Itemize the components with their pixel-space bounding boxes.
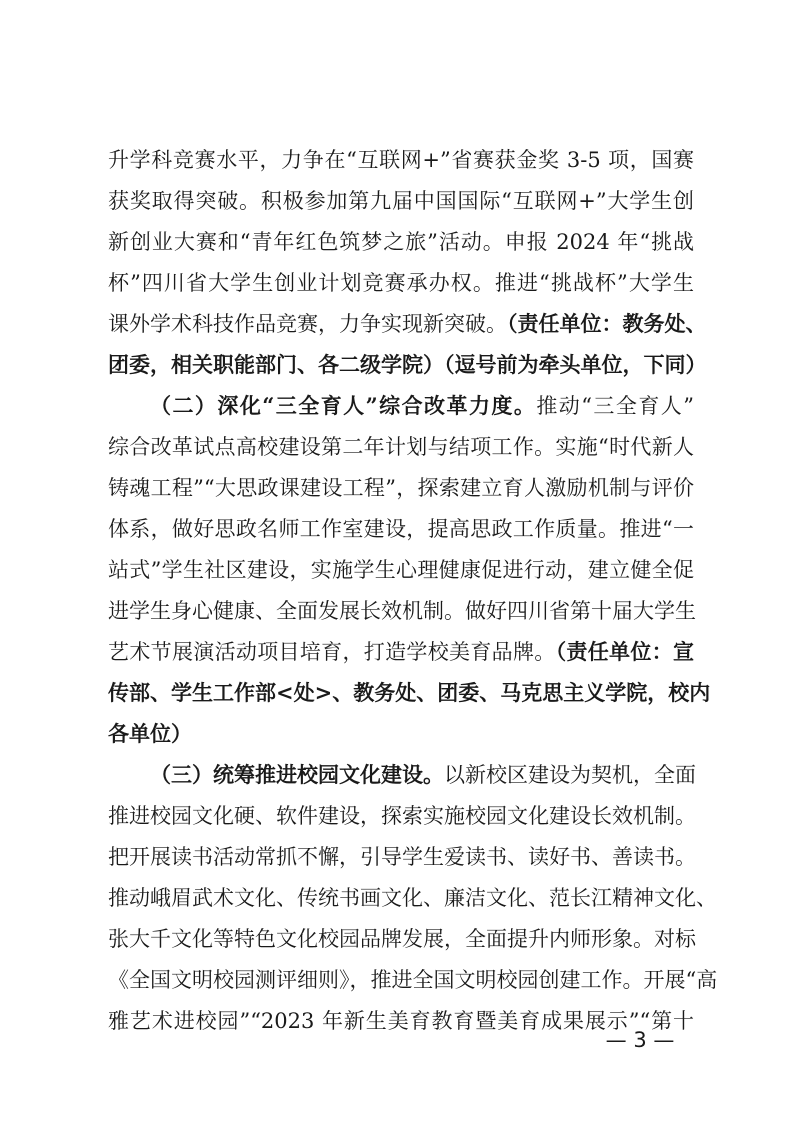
text-line (108, 634, 694, 670)
text-line (108, 593, 694, 629)
text-run: 铸魂工程”“大思政课建设工程”，探索建立育人激励机制与评价 (108, 476, 694, 500)
text-run: 张大千文化等特色文化校园品牌发展，全面提升内师形象。对标 (108, 927, 696, 951)
text-run: 杯”四川省大学生创业计划竞赛承办权。推进“挑战杯”大学生 (108, 271, 694, 295)
text-run: 升学科竞赛水平，力争在“互联网+”省赛获金奖 3-5 项，国赛 (108, 148, 694, 172)
text-line (108, 839, 694, 875)
text-line (108, 716, 694, 752)
text-run: 推动“三全育人” (536, 394, 694, 418)
bold-text-run: （三）统筹推进校园文化建设。 (150, 762, 444, 787)
text-run: 艺术节展演活动项目培育，打造学校美育品牌。 (108, 640, 556, 664)
text-line (108, 142, 694, 178)
bold-text-run: （责任单位：宣 (555, 639, 694, 664)
text-run: 新创业大赛和“青年红色筑梦之旅”活动。申报 2024 年“挑战 (108, 230, 694, 254)
page-number: — 3 — (605, 1028, 675, 1052)
text-run: 推动峨眉武术文化、传统书画文化、廉洁文化、范长江精神文化、 (108, 886, 717, 910)
text-line (108, 470, 694, 506)
text-run: 课外学术科技作品竞赛，力争实现新突破。 (108, 312, 507, 336)
bold-text-run: 传部、学生工作部<处>、教务处、团委、马克思主义学院，校内 (108, 680, 711, 705)
text-run: 以新校区建设为契机，全面 (444, 763, 696, 787)
text-run: 《全国文明校园测评细则》，推进全国文明校园创建工作。开展“高 (108, 968, 718, 992)
text-run: 推进校园文化硬、软件建设，探索实施校园文化建设长效机制。 (108, 804, 696, 828)
text-run: 雅艺术进校园”“2023 年新生美育教育暨美育成果展示”“第十 (108, 1009, 694, 1033)
text-run: 站式”学生社区建设，实施学生心理健康促进行动，建立健全促 (108, 558, 694, 582)
bold-text-run: （二）深化“三全育人”综合改革力度。 (150, 393, 537, 418)
text-line (108, 429, 694, 465)
section-heading-2 (150, 388, 694, 424)
text-line (108, 962, 718, 998)
text-line (108, 347, 707, 383)
text-line (108, 224, 694, 260)
text-run: 体系，做好思政名师工作室建设，提高思政工作质量。推进“一 (108, 517, 694, 541)
text-run: 进学生身心健康、全面发展长效机制。做好四川省第十届大学生 (108, 599, 696, 623)
text-line (108, 552, 694, 588)
text-run: 综合改革试点高校建设第二年计划与结项工作。实施“时代新人 (108, 435, 694, 459)
text-line (108, 880, 717, 916)
bold-text-run: 团委，相关职能部门、各二级学院）（逗号前为牵头单位，下同） (108, 352, 707, 377)
text-run: 把开展读书活动常抓不懈，引导学生爱读书、读好书、善读书。 (108, 845, 696, 869)
text-line (108, 921, 694, 957)
text-run: 获奖取得突破。积极参加第九届中国国际“互联网+”大学生创 (108, 189, 694, 213)
text-line (108, 265, 694, 301)
bold-text-run: （责任单位：教务处、 (507, 311, 707, 336)
text-line (108, 675, 711, 711)
text-line (108, 798, 694, 834)
text-line (108, 183, 694, 219)
text-line (108, 511, 694, 547)
text-line (108, 306, 707, 342)
section-heading-3 (150, 757, 694, 793)
bold-text-run: 各单位） (108, 721, 192, 746)
